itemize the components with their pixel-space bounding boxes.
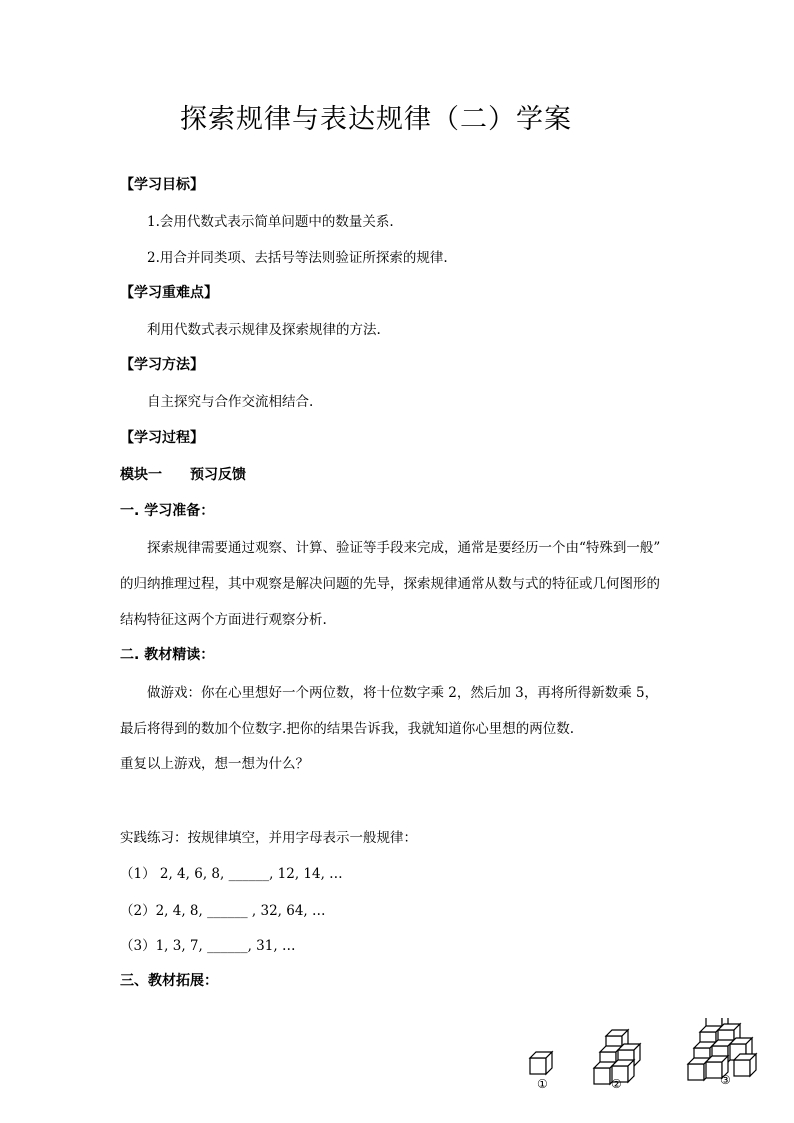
reading-line-2: 最后将得到的数加个位数字.把你的结果告诉我，我就知道你心里想的两位数. <box>120 721 575 737</box>
module-title: 预习反馈 <box>190 467 246 483</box>
key-points-text: 利用代数式表示规律及探索规律的方法. <box>147 322 381 338</box>
practice-item-2: （2）2, 4, 8, ______ , 32, 64, … <box>120 903 326 919</box>
practice-intro: 实践练习：按规律填空，并用字母表示一般规律： <box>120 830 417 846</box>
cube-stack-3 <box>688 1018 756 1080</box>
figure-label-2: ② <box>611 1077 622 1091</box>
reading-line-3: 重复以上游戏，想一想为什么？ <box>120 756 309 772</box>
module-label: 模块一 <box>120 467 162 483</box>
extension-heading: 三、教材拓展： <box>120 973 218 989</box>
key-points-heading: 【学习重难点】 <box>120 285 218 301</box>
page-title: 探索规律与表达规律（二）学案 <box>180 104 572 135</box>
goal-item-1: 1.会用代数式表示简单问题中的数量关系. <box>147 214 394 230</box>
method-text: 自主探究与合作交流相结合. <box>147 394 314 410</box>
reading-line-1: 做游戏：你在心里想好一个两位数，将十位数字乘 2，然后加 3，再将所得新数乘 5， <box>147 685 659 701</box>
cube-stack-1 <box>530 1052 552 1074</box>
prep-line-1: 探索规律需要通过观察、计算、验证等手段来完成，通常是要经历一个由“特殊到一般” <box>147 540 661 556</box>
goals-heading: 【学习目标】 <box>120 177 204 193</box>
practice-item-3: （3）1, 3, 7, ______, 31, … <box>120 938 296 954</box>
process-heading: 【学习过程】 <box>120 430 204 446</box>
cube-stack-2 <box>594 1030 640 1084</box>
figure-label-3: ③ <box>720 1073 731 1087</box>
prep-line-3: 结构特征这两个方面进行观察分析. <box>120 612 327 628</box>
goal-item-2: 2.用合并同类项、去括号等法则验证所探索的规律. <box>147 250 448 266</box>
prep-heading: 一. 学习准备： <box>120 503 215 519</box>
cube-stacks-figure <box>520 1018 770 1118</box>
reading-heading: 二. 教材精读： <box>120 647 215 663</box>
method-heading: 【学习方法】 <box>120 357 204 373</box>
figure-label-1: ① <box>537 1077 548 1091</box>
practice-item-1: （1） 2, 4, 6, 8, ______, 12, 14, … <box>120 866 343 882</box>
prep-line-2: 的归纳推理过程，其中观察是解决问题的先导，探索规律通常从数与式的特征或几何图形的 <box>120 576 660 592</box>
